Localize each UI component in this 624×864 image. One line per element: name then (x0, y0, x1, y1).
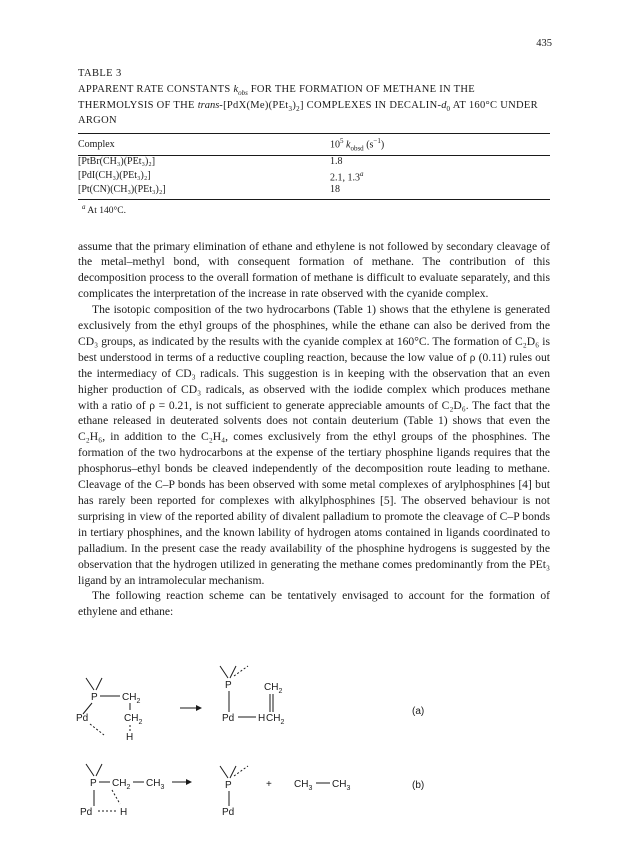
atom-sub: 2 (136, 698, 141, 705)
caption-trans: trans (197, 99, 220, 111)
complex-column-header: Complex (78, 133, 330, 155)
caption-sub: 3 (288, 104, 293, 113)
rate-cell (330, 168, 550, 184)
table-footnote (82, 203, 550, 216)
caption-k: k (233, 84, 239, 95)
rate-column-header (330, 133, 550, 155)
atom-label: P (225, 680, 232, 691)
rate-cell: 18 (330, 184, 550, 200)
atom-label (264, 682, 282, 695)
caption-formula: -[PdX(Me)(PEt (219, 99, 289, 111)
atom-text: CH (146, 778, 161, 789)
atom-sub: 3 (160, 784, 165, 791)
atom-label (112, 778, 130, 791)
atom-sub: 2 (138, 719, 143, 726)
scheme-a-reactant (76, 678, 142, 743)
atom-label: P (91, 692, 98, 703)
atom-text: CH (112, 778, 127, 789)
table-header-row (78, 133, 550, 155)
plus-sign: + (266, 779, 272, 790)
page-number: 435 (536, 38, 552, 49)
table-label: TABLE 3 (78, 68, 122, 79)
scheme-b-product (220, 766, 424, 818)
caption-obs: obs (238, 89, 248, 98)
header-sub: obsd (350, 144, 364, 153)
scheme-label-b: (b) (412, 780, 425, 791)
atom-label: Pd (222, 713, 235, 724)
atom-label: H (258, 713, 266, 724)
atom-label (266, 713, 284, 726)
header-k: k (343, 139, 351, 151)
page-content (78, 68, 550, 620)
table-caption (78, 84, 550, 128)
atom-label: P (90, 778, 97, 789)
header-exp: 5 (340, 136, 344, 145)
atom-sub: 3 (346, 785, 351, 792)
atom-label: Pd (222, 807, 235, 818)
atom-sub: 3 (308, 785, 313, 792)
scheme-a-product (220, 666, 424, 726)
rate-cell: 1.8 (330, 156, 343, 168)
caption-part: APPARENT RATE CONSTANTS (78, 84, 234, 95)
header-part: ) (380, 139, 385, 151)
table-row (78, 168, 550, 184)
atom-label (146, 778, 164, 791)
atom-text: CH (294, 779, 309, 790)
atom-text: CH (124, 713, 139, 724)
body-text (78, 239, 550, 621)
atom-sub: 2 (280, 719, 285, 726)
atom-text: CH (332, 779, 347, 790)
table-row (78, 156, 550, 169)
atom-sub: 2 (278, 688, 283, 695)
scheme-label-a: (a) (412, 706, 425, 717)
header-part: 10 (330, 139, 340, 151)
atom-label (124, 713, 142, 726)
caption-part: ) (292, 99, 297, 111)
caption-part: ] COMPLEXES IN DECALIN- (299, 99, 442, 111)
atom-label: Pd (80, 807, 93, 818)
paragraph: The following reaction scheme can be tentatively envisaged to account for the formation of ethylene and ethane: (78, 589, 550, 619)
footnote-ref: a (360, 170, 364, 179)
caption-part: AT 160°C UNDER ARGON (78, 99, 538, 127)
complex-cell: [PdI(CH₃)(PEt₃)₂] (78, 170, 151, 182)
atom-label (332, 779, 350, 792)
paragraph: assume that the primary elimination of ethane and ethylene is not followed by secondary cleavage of the metal–methyl bond, with consequent formation of methane. The contribution of this decomposition process to the overall formation of methane is difficult to evaluate separately, and this complicates the interpretation of the increase in rate observed with the cyanide complex. (78, 239, 550, 301)
reaction-arrow (180, 705, 202, 711)
atom-sub: 2 (126, 784, 131, 791)
caption-sub: 0 (446, 104, 451, 113)
complex-cell: [Pt(CN)(CH₃)(PEt₃)₂] (78, 184, 330, 200)
rate-constants-table (78, 133, 550, 201)
footnote-mark: a (82, 203, 86, 212)
paragraph: The isotopic composition of the two hydrocarbons (Table 1) shows that the ethylene is generated exclusively from the ethyl groups of the phosphines, while the ethane can also be derived from the CD₃ groups, as indicated by the results with the cyanide complex at 160°C. The formation of C₂D₆ is best understood in terms of a reductive coupling reaction, because the low value of ρ (0.11) rules out the intermediacy of CD₃ radicals. This suggestion is in keeping with the observation that an even higher production of CD₃ radicals, as observed with the iodide complex which produces methane with a ratio of ρ = 0.21, is not sufficient to generate appreciable amounts of C₂D₆. The fact that the ethane released in deuterated solvents does not contain deuterium (Table 1) shows that even the C₂H₆, in addition to the C₂H₄, comes exclusively from the ethyl groups of the phosphines. The formation of the two hydrocarbons at the expense of the tertiary phosphine ligands requires that the phosphorus–ethyl bonds be cleaved independently of the decomposition route leading to methane. Cleavage of the C–P bonds has been observed with some metal complexes of arylphosphines [4] but has rarely been reported for complexes with alkylphosphines [5]. The observed behaviour is not surprising in view of the reported ability of divalent palladium to promote the cleavage of C–P bonds in tertiary phosphines, and the known lability of hydrogen atoms contained in ligands coordinated to palladium. In the present case the ready availability of the phosphine hydrogens is suggested by the observation that the hydrogen utilized in generating the methane comes predominantly from the PEt₃ ligand by an intramolecular mechanism. (78, 303, 550, 587)
footnote-text: At 140°C. (85, 206, 126, 217)
header-exp: −1 (373, 136, 381, 145)
atom-label: P (225, 780, 232, 791)
atom-label: H (120, 807, 128, 818)
atom-label (122, 692, 140, 705)
reaction-arrow (172, 779, 192, 785)
table-row (78, 184, 550, 200)
scheme-b-reactant (80, 764, 164, 818)
atom-text: CH (264, 682, 279, 693)
complex-cell: [PtBr(CH₃)(PEt₃)₂] (78, 156, 156, 168)
atom-label: H (126, 732, 134, 743)
atom-text: CH (266, 713, 281, 724)
caption-d: d (441, 99, 447, 111)
atom-label (294, 779, 312, 792)
header-part: (s (363, 139, 374, 151)
rate-value: 2.1, 1.3 (330, 172, 360, 184)
atom-label: Pd (76, 713, 89, 724)
caption-part: FOR THE FORMATION OF METHANE IN THE THERMOLYSIS OF THE (78, 84, 475, 111)
atom-text: CH (122, 692, 137, 703)
caption-sub: 2 (296, 104, 300, 113)
